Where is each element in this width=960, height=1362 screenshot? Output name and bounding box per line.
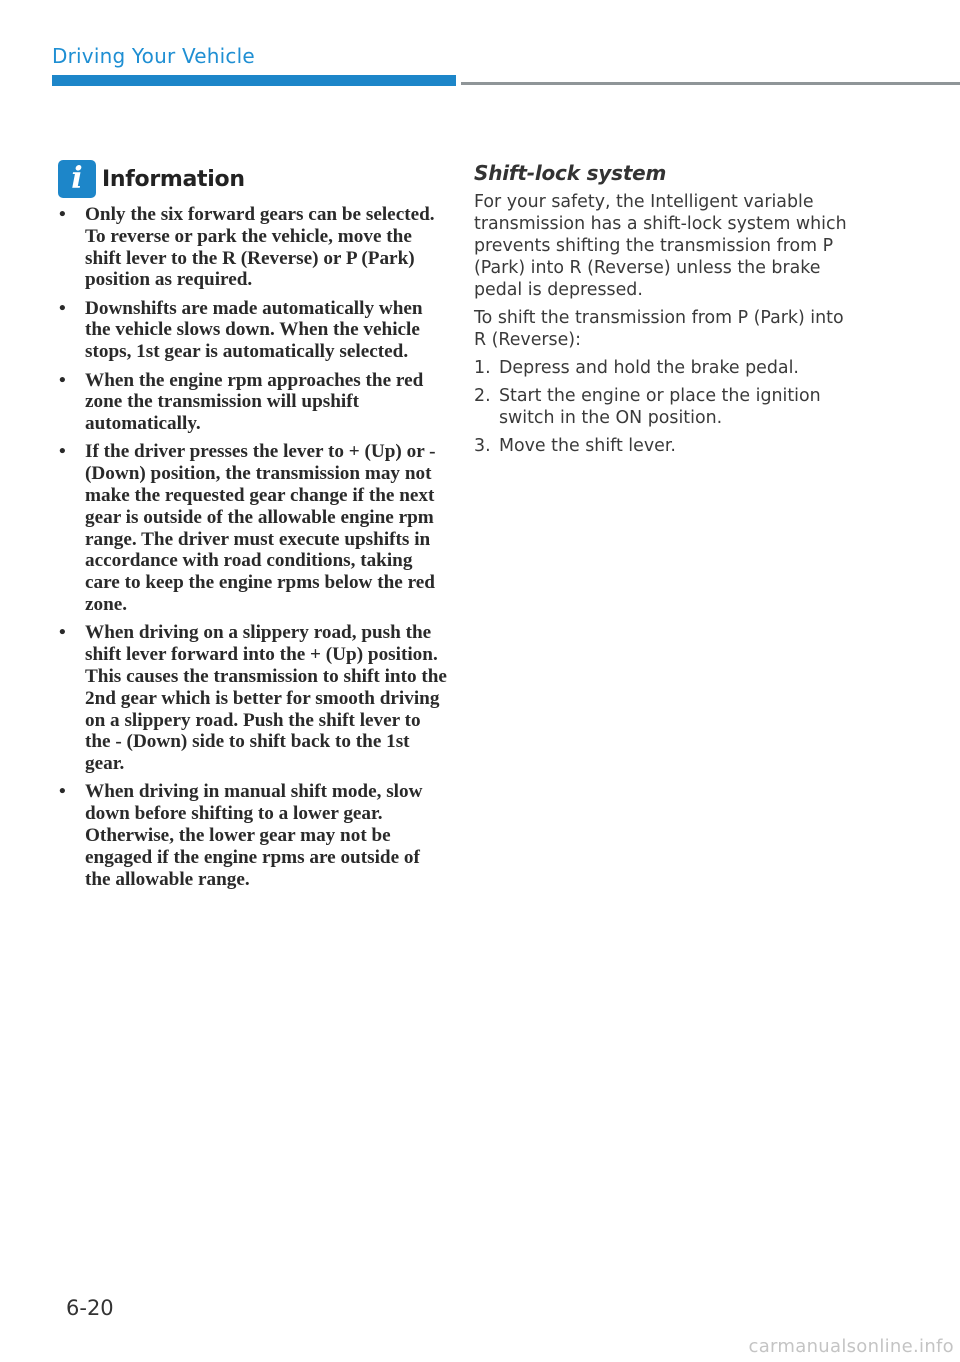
watermark: carmanualsonline.info <box>748 1336 954 1357</box>
list-item: • Only the six forward gears can be selected. To reverse or park the vehicle, move the shift lever to the R (Reverse) or P (Park) position as required. <box>59 204 435 291</box>
header-rule <box>461 82 960 85</box>
information-list <box>58 204 448 897</box>
information-title: Information <box>102 166 245 192</box>
list-item: 3. Move the shift lever. <box>474 436 676 456</box>
list-item: • When driving on a slippery road, push the shift lever forward into the + (Up) position. This causes the transmission to shift into the 2nd gear which is better for smooth driving on a slippery road. Push the shift lever to the - (Down) side to shift back to the 1st gear. <box>59 622 447 775</box>
bullet-icon: • <box>59 369 66 391</box>
section-paragraph: For your safety, the Intelligent variable transmission has a shift-lock system which prevents shifting the transmission from P (Park) into R (Reverse) unless the brake pedal is depressed. <box>474 192 847 300</box>
bullet-icon: • <box>59 297 66 319</box>
list-item: • When the engine rpm approaches the red zone the transmission will upshift automatically. <box>59 369 424 435</box>
list-item: • If the driver presses the lever to + (Up) or - (Down) position, the transmission may not make the requested gear change if the next gear is outside of the allowable engine rpm range. The driver must execute upshifts in accordance with road conditions, taking care to keep the engine rpms below the red zone. <box>59 441 436 616</box>
header-accent-bar <box>52 75 456 86</box>
bullet-icon: • <box>59 781 66 803</box>
list-item: 1. Depress and hold the brake pedal. <box>474 358 799 378</box>
list-item: 2. Start the engine or place the ignition switch in the ON position. <box>474 386 821 428</box>
bullet-icon: • <box>59 622 66 644</box>
information-heading <box>58 160 245 198</box>
list-item: • When driving in manual shift mode, slow down before shifting to a lower gear. Otherwise, the lower gear may not be engaged if the engine rpms are outside of the allowable range. <box>59 781 423 890</box>
header-title: Driving Your Vehicle <box>52 44 255 68</box>
info-icon: i <box>58 160 96 198</box>
bullet-icon: • <box>59 204 66 225</box>
steps-list <box>474 357 854 463</box>
section-title: Shift-lock system <box>474 161 667 185</box>
bullet-icon: • <box>59 441 66 463</box>
section-paragraph: To shift the transmission from P (Park) into R (Reverse): <box>474 308 844 350</box>
list-item: • Downshifts are made automatically when the vehicle slows down. When the vehicle stops, 1st gear is automatically selected. <box>59 297 423 363</box>
page-number: 6-20 <box>66 1296 114 1320</box>
